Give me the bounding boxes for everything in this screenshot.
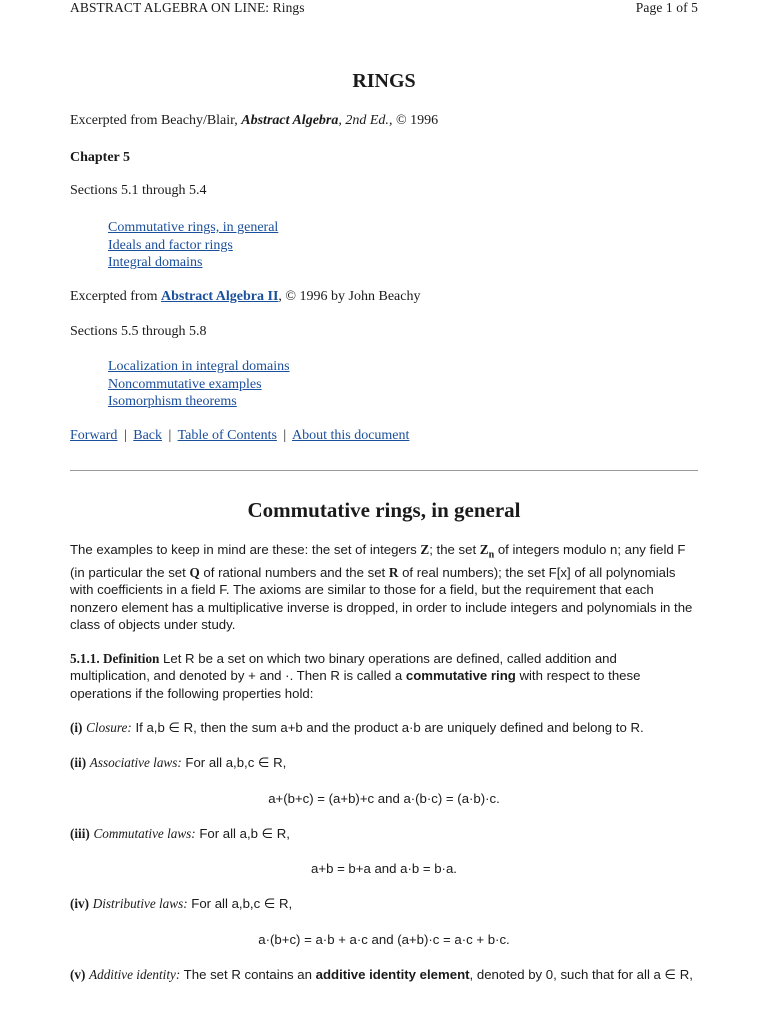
excerpt2-suffix: , © 1996 by John Beachy <box>278 289 421 304</box>
axiom-distributive <box>70 896 698 912</box>
link-noncommutative-examples[interactable]: Noncommutative examples <box>108 376 262 392</box>
symbol-Zn-subscript: n <box>488 549 495 561</box>
link-isomorphism-theorems[interactable]: Isomorphism theorems <box>108 394 237 409</box>
excerpt1-suffix: , © 1996 <box>388 113 439 128</box>
section-heading: Commutative rings, in general <box>247 498 521 522</box>
symbol-R: R <box>388 564 399 580</box>
definition-paragraph <box>70 650 698 702</box>
axiom-name: Commutative laws: <box>93 826 196 841</box>
intro-text: of integers modulo n; any field F (in particular the set <box>70 542 686 580</box>
axiom-text: If a,b ∈ R, then the sum a+b and the product a·b are uniquely defined and belong to R. <box>131 720 644 735</box>
symbol-Zn-base: Z <box>479 542 489 557</box>
section-links-2 <box>70 358 698 411</box>
axiom-name: Distributive laws: <box>92 896 188 911</box>
excerpt1-edition: , 2nd Ed. <box>338 113 389 128</box>
sections-range-1: Sections 5.1 through 5.4 <box>70 183 207 198</box>
horizontal-divider <box>70 470 698 471</box>
intro-text: of real numbers); the set F[x] of all polynomials with coefficients in a field F. The axioms are similar to those for a field, but the requirement that each nonzero element has a multiplicative inverse is dropped, in order to include integers and polynomials in the class of objects under study. <box>70 564 693 632</box>
equation-commutative: a+b = b+a and a·b = b·a. <box>311 861 457 876</box>
axiom-text: The set R contains an <box>180 967 316 982</box>
page-number: Page 1 of 5 <box>635 0 698 15</box>
navigation-bar <box>70 428 698 444</box>
axiom-text: , denoted by 0, such that for all a ∈ R, <box>469 967 693 982</box>
axiom-number: (v) <box>70 967 86 982</box>
nav-forward-link[interactable]: Forward <box>70 428 118 443</box>
excerpt-line-1 <box>70 113 698 129</box>
nav-separator: | <box>283 428 287 443</box>
axiom-text: For all a,b ∈ R, <box>195 826 290 841</box>
axiom-name: Associative laws: <box>89 755 182 770</box>
intro-paragraph <box>70 541 698 633</box>
equation-associative: a+(b+c) = (a+b)+c and a·(b·c) = (a·b)·c. <box>268 791 500 806</box>
excerpt-line-2 <box>70 289 698 305</box>
nav-separator: | <box>168 428 172 443</box>
axiom-name: Additive identity: <box>89 967 181 982</box>
axiom-number: (i) <box>70 720 83 735</box>
intro-text: ; the set <box>429 542 480 557</box>
nav-separator: | <box>123 428 127 443</box>
nav-toc-link[interactable]: Table of Contents <box>177 428 277 443</box>
equation-distributive: a·(b+c) = a·b + a·c and (a+b)·c = a·c + b·c. <box>258 932 510 947</box>
axiom-number: (iii) <box>70 826 90 841</box>
excerpt1-book: Abstract Algebra <box>241 113 339 128</box>
axiom-term: additive identity element <box>315 967 470 982</box>
link-integral-domains[interactable]: Integral domains <box>108 255 203 270</box>
nav-back-link[interactable]: Back <box>133 428 163 443</box>
header-title: ABSTRACT ALGEBRA ON LINE: Rings <box>70 0 305 15</box>
axiom-number: (ii) <box>70 755 87 770</box>
axiom-closure <box>70 720 698 736</box>
definition-term: commutative ring <box>405 668 516 684</box>
sections-range-2: Sections 5.5 through 5.8 <box>70 324 207 339</box>
link-localization[interactable]: Localization in integral domains <box>108 359 290 374</box>
link-abstract-algebra-ii[interactable]: Abstract Algebra II <box>160 289 279 304</box>
symbol-Zn <box>479 542 495 561</box>
page-header <box>70 0 698 18</box>
axiom-commutative <box>70 826 698 842</box>
definition-text: with respect to these operations if the following properties hold: <box>70 668 641 701</box>
axiom-name: Closure: <box>86 720 132 735</box>
section-links-1 <box>70 219 698 272</box>
definition-text: Let R be a set on which two binary operations are defined, called addition and multiplication, and denoted by + and ·. Then R is called a <box>70 651 617 684</box>
definition-label: 5.1.1. Definition <box>70 651 160 666</box>
symbol-Q: Q <box>189 564 200 580</box>
link-commutative-rings[interactable]: Commutative rings, in general <box>108 220 279 235</box>
axiom-additive-identity <box>70 966 698 983</box>
intro-text: The examples to keep in mind are these: the set of integers <box>70 542 421 557</box>
symbol-Z: Z <box>420 542 430 557</box>
intro-text: of rational numbers and the set <box>199 564 389 580</box>
excerpt1-prefix: Excerpted from Beachy/Blair, <box>70 113 242 128</box>
axiom-associative <box>70 755 698 771</box>
excerpt2-prefix: Excerpted from <box>70 289 161 304</box>
nav-about-link[interactable]: About this document <box>291 428 410 443</box>
page-title: RINGS <box>352 70 416 92</box>
chapter-heading: Chapter 5 <box>70 150 131 165</box>
axiom-number: (iv) <box>70 896 90 911</box>
axiom-text: For all a,b,c ∈ R, <box>187 896 293 911</box>
link-ideals-factor-rings[interactable]: Ideals and factor rings <box>108 237 233 253</box>
axiom-text: For all a,b,c ∈ R, <box>181 755 287 770</box>
